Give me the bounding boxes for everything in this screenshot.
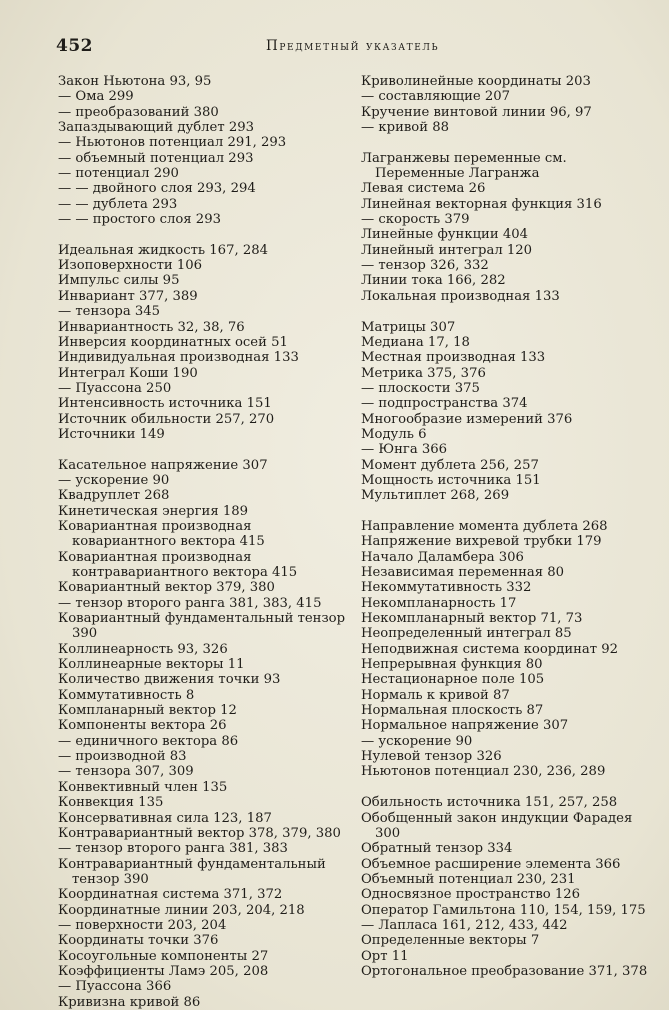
- index-entry: Индивидуальная производная 133: [58, 350, 299, 366]
- index-entry: Местная производная 133: [361, 350, 546, 366]
- index-entry: Линейная векторная функция 316: [361, 196, 602, 212]
- index-entry: — единичного вектора 86: [58, 733, 239, 749]
- index-column-right: [361, 74, 649, 979]
- index-entry: Некомпланарность 17: [361, 595, 517, 611]
- index-entry: Линейный интеграл 120: [361, 242, 533, 258]
- index-entry: Запаздывающий дублет 293: [58, 120, 254, 136]
- index-entry: — тензор второго ранга 381, 383, 415: [58, 595, 322, 611]
- index-entry: Ортогональное преобразование 371, 378: [361, 963, 648, 979]
- index-entry: Конвективный член 135: [58, 779, 228, 795]
- index-entry: — Пуассона 366: [58, 979, 172, 995]
- running-head: Предметный указатель: [266, 38, 440, 54]
- index-entry: — составляющие 207: [361, 89, 511, 105]
- index-entry: Изоповерхности 106: [58, 258, 203, 274]
- index-entry: Неопределенный интеграл 85: [361, 626, 572, 642]
- index-entry: — Ньютонов потенциал 291, 293: [58, 135, 287, 151]
- index-entry: — плоскости 375: [361, 380, 480, 396]
- index-entry: Нормаль к кривой 87: [361, 687, 510, 703]
- index-entry: Орт 11: [361, 948, 409, 964]
- index-entry: — потенциал 290: [58, 166, 179, 182]
- index-entry: Односвязное пространство 126: [361, 887, 581, 903]
- index-entry: — преобразований 380: [58, 104, 219, 120]
- index-entry: Определенные векторы 7: [361, 933, 540, 949]
- index-entry: — подпространства 374: [361, 396, 528, 412]
- index-entry: Обобщенный закон индукции Фарадея 300: [361, 810, 633, 841]
- index-entry: Ньютонов потенциал 230, 236, 289: [361, 764, 606, 780]
- index-entry: Кривизна кривой 86: [58, 994, 201, 1010]
- index-entry: Координатная система 371, 372: [58, 887, 283, 903]
- index-entry: — скорость 379: [361, 212, 470, 228]
- index-entry: Контравариантный вектор 378, 379, 380: [58, 825, 341, 841]
- index-entry: — тензора 307, 309: [58, 764, 194, 780]
- index-entry: Нестационарное поле 105: [361, 672, 545, 688]
- index-entry: Касательное напряжение 307: [58, 457, 268, 473]
- index-entry: — Пуассона 250: [58, 380, 172, 396]
- index-entry: Инвариант 377, 389: [58, 288, 198, 304]
- index-entry: Многообразие измерений 376: [361, 411, 573, 427]
- index-entry: — кривой 88: [361, 120, 449, 136]
- index-entry: Коллинеарность 93, 326: [58, 641, 228, 657]
- index-entry: Объемное расширение элемента 366: [361, 856, 621, 872]
- index-entry: — Лапласа 161, 212, 433, 442: [361, 917, 568, 933]
- index-entry: Непрерывная функция 80: [361, 657, 543, 673]
- index-entry: Мультиплет 268, 269: [361, 488, 510, 504]
- index-entry: Интеграл Коши 190: [58, 365, 198, 381]
- index-entry: Компоненты вектора 26: [58, 718, 227, 734]
- index-entry: Некомпланарный вектор 71, 73: [361, 611, 583, 627]
- index-entry: Обильность источника 151, 257, 258: [361, 795, 618, 811]
- index-entry: Конвекция 135: [58, 795, 164, 811]
- index-entry: Координаты точки 376: [58, 933, 219, 949]
- page-header: [56, 36, 629, 60]
- index-entry: Коэффициенты Ламэ 205, 208: [58, 963, 269, 979]
- index-entry: Консервативная сила 123, 187: [58, 810, 272, 826]
- index-entry: — — двойного слоя 293, 294: [58, 181, 256, 197]
- index-entry: — объемный потенциал 293: [58, 150, 254, 166]
- index-entry: Косоугольные компоненты 27: [58, 948, 269, 964]
- index-entry: Источники 149: [58, 426, 165, 442]
- index-entry: Координатные линии 203, 204, 218: [58, 902, 305, 918]
- index-entry: Нормальная плоскость 87: [361, 703, 544, 719]
- index-entry: Коммутативность 8: [58, 687, 195, 703]
- index-entry: Криволинейные координаты 203: [361, 74, 591, 89]
- index-entry: — — простого слоя 293: [58, 212, 221, 228]
- index-entry: Левая система 26: [361, 181, 486, 197]
- index-entry: — ускорение 90: [58, 472, 170, 488]
- index-entry: — тензор второго ранга 381, 383: [58, 841, 288, 857]
- index-entry: Оператор Гамильтона 110, 154, 159, 175: [361, 902, 646, 918]
- index-entry: Компланарный вектор 12: [58, 703, 237, 719]
- index-entry: Лагранжевы переменные см. Переменные Лагранжа: [361, 150, 567, 182]
- index-entry: Нормальное напряжение 307: [361, 718, 569, 734]
- index-entry: Ковариантная производная контравариантного вектора 415: [58, 549, 298, 580]
- index-entry: Контравариантный фундаментальный тензор 390: [58, 856, 326, 887]
- index-entry: Ковариантная производная ковариантного вектора 415: [58, 518, 265, 550]
- index-entry: Модуль 6: [361, 426, 427, 442]
- index-entry: Напряжение вихревой трубки 179: [361, 534, 602, 550]
- page-number: 452: [56, 36, 93, 56]
- index-entry: Кручение винтовой линии 96, 97: [361, 104, 592, 120]
- index-entry: Направление момента дублета 268: [361, 518, 608, 534]
- index-entry: Источник обильности 257, 270: [58, 411, 275, 427]
- index-entry: Количество движения точки 93: [58, 672, 281, 688]
- index-entry: Инвариантность 32, 38, 76: [58, 319, 245, 335]
- index-entry: Медиана 17, 18: [361, 334, 470, 350]
- index-entry: — ускорение 90: [361, 733, 473, 749]
- index-entry: Ковариантный фундаментальный тензор 390: [58, 611, 346, 642]
- index-entry: — Юнга 366: [361, 442, 448, 458]
- index-entry: Ковариантный вектор 379, 380: [58, 580, 275, 596]
- index-entry: — тензора 345: [58, 304, 161, 320]
- index-entry: Линии тока 166, 282: [361, 273, 506, 289]
- index-entry: Нулевой тензор 326: [361, 749, 502, 765]
- index-entry: Коллинеарные векторы 11: [58, 657, 245, 673]
- index-entry: Неподвижная система координат 92: [361, 641, 619, 657]
- index-entry: — Ома 299: [58, 89, 134, 105]
- index-entry: Некоммутативность 332: [361, 580, 532, 596]
- index-entry: Обратный тензор 334: [361, 841, 513, 857]
- index-entry: Инверсия координатных осей 51: [58, 334, 288, 350]
- index-entry: Начало Даламбера 306: [361, 549, 524, 565]
- index-entry: — — дублета 293: [58, 196, 178, 212]
- index-entry: Матрицы 307: [361, 319, 456, 335]
- index-entry: Интенсивность источника 151: [58, 396, 272, 412]
- index-entry: Мощность источника 151: [361, 472, 541, 488]
- index-entry: Кинетическая энергия 189: [58, 503, 249, 519]
- index-entry: Независимая переменная 80: [361, 565, 565, 580]
- index-entry: Локальная производная 133: [361, 288, 560, 304]
- index-entry: — поверхности 203, 204: [58, 917, 227, 933]
- index-entry: Объемный потенциал 230, 231: [361, 871, 576, 887]
- index-entry: Квадруплет 268: [58, 488, 170, 504]
- index-entry: Линейные функции 404: [361, 227, 528, 243]
- index-entry: Идеальная жидкость 167, 284: [58, 242, 269, 258]
- index-entry: Импульс силы 95: [58, 273, 180, 289]
- index-entry: — производной 83: [58, 749, 187, 765]
- index-entry: Момент дублета 256, 257: [361, 457, 539, 473]
- index-entry: Закон Ньютона 93, 95: [58, 74, 212, 89]
- index-column-left: [58, 74, 348, 1010]
- index-entry: — тензор 326, 332: [361, 258, 489, 274]
- index-entry: Метрика 375, 376: [361, 365, 486, 381]
